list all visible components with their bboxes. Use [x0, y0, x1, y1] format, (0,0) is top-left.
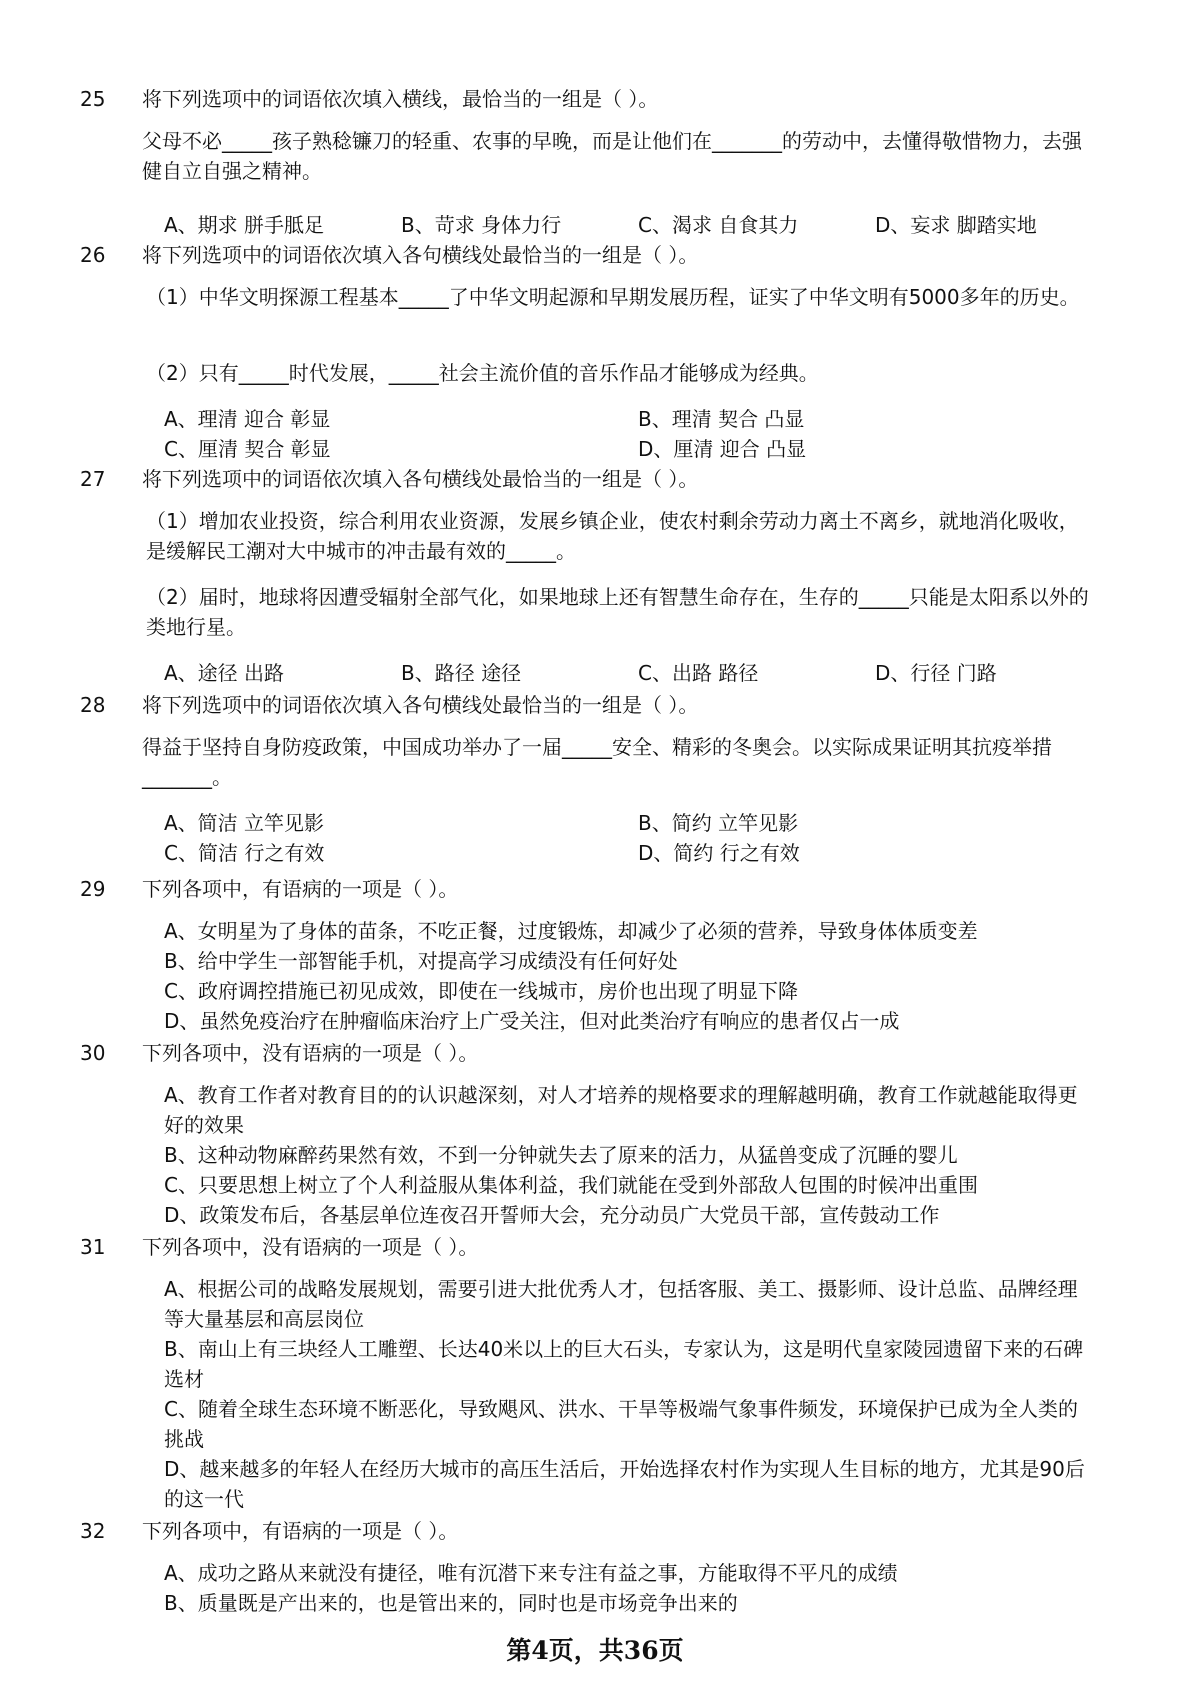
option-list: [164, 916, 1094, 1036]
option-a: A、途径 出路: [164, 661, 285, 685]
question-passage: （2）届时，地球将因遭受辐射全部气化，如果地球上还有智慧生命存在，生存的_____只能是太阳系以外的类地行星。: [146, 585, 1089, 639]
option-a: A、成功之路从来就没有捷径，唯有沉潜下来专注有益之事，方能取得不平凡的成绩: [164, 1561, 898, 1585]
option-b: B、苛求 身体力行: [401, 213, 562, 237]
option-list: [164, 1274, 1094, 1514]
option-b: B、南山上有三块经人工雕塑、长达40米以上的巨大石头，专家认为，这是明代皇家陵园遗留下来的石碑选材: [164, 1337, 1084, 1391]
question-stem: 将下列选项中的词语依次填入各句横线处最恰当的一组是（ ）。: [142, 243, 699, 267]
option-d: D、政策发布后，各基层单位连夜召开誓师大会，充分动员广大党员干部，宣传鼓动工作: [164, 1203, 940, 1227]
question-number: 30: [80, 1041, 106, 1065]
option-d: D、厘清 迎合 凸显: [638, 437, 807, 461]
option-a: A、女明星为了身体的苗条，不吃正餐，过度锻炼，却减少了必须的营养，导致身体体质变差: [164, 919, 978, 943]
option-b: B、简约 立竿见影: [638, 811, 799, 835]
option-c: C、政府调控措施已初见成效，即使在一线城市，房价也出现了明显下降: [164, 979, 798, 1003]
question-stem: 下列各项中，没有语病的一项是（ ）。: [142, 1235, 479, 1259]
option-c: C、出路 路径: [638, 661, 759, 685]
option-list: [164, 808, 1094, 868]
option-c: C、只要思想上树立了个人利益服从集体利益，我们就能在受到外部敌人包围的时候冲出重围: [164, 1173, 978, 1197]
option-c: C、厘清 契合 彰显: [164, 437, 331, 461]
page-number-footer: 第4页，共36页: [506, 1636, 684, 1665]
question-number: 29: [80, 877, 106, 901]
option-d: D、越来越多的年轻人在经历大城市的高压生活后，开始选择农村作为实现人生目标的地方，尤其是90后的这一代: [164, 1457, 1085, 1511]
question-passage: 得益于坚持自身防疫政策，中国成功举办了一届_____安全、精彩的冬奥会。以实际成果证明其抗疫举措_______。: [142, 735, 1052, 789]
option-a: A、教育工作者对教育目的的认识越深刻，对人才培养的规格要求的理解越明确，教育工作就越能取得更好的效果: [164, 1083, 1078, 1137]
option-c: C、简洁 行之有效: [164, 841, 325, 865]
option-b: B、质量既是产出来的，也是管出来的，同时也是市场竞争出来的: [164, 1591, 738, 1615]
option-c: C、渴求 自食其力: [638, 213, 799, 237]
question-passage: （1）中华文明探源工程基本_____了中华文明起源和早期发展历程，证实了中华文明有5000多年的历史。: [146, 285, 1080, 309]
option-a: A、理清 迎合 彰显: [164, 407, 331, 431]
option-d: D、妄求 脚踏实地: [875, 213, 1037, 237]
option-b: B、这种动物麻醉药果然有效，不到一分钟就失去了原来的活力，从猛兽变成了沉睡的婴儿: [164, 1143, 958, 1167]
option-list: [164, 1558, 1094, 1618]
question-stem: 将下列选项中的词语依次填入各句横线处最恰当的一组是（ ）。: [142, 467, 699, 491]
question-stem: 将下列选项中的词语依次填入横线，最恰当的一组是（ ）。: [142, 87, 659, 111]
option-a: A、期求 胼手胝足: [164, 213, 325, 237]
question-number: 27: [80, 467, 106, 491]
option-d: D、行径 门路: [875, 661, 997, 685]
option-b: B、给中学生一部智能手机，对提高学习成绩没有任何好处: [164, 949, 678, 973]
question-stem: 下列各项中，有语病的一项是（ ）。: [142, 877, 459, 901]
question-number: 26: [80, 243, 106, 267]
option-a: A、简洁 立竿见影: [164, 811, 325, 835]
option-d: D、简约 行之有效: [638, 841, 800, 865]
option-c: C、随着全球生态环境不断恶化，导致飓风、洪水、干旱等极端气象事件频发，环境保护已成为全人类的挑战: [164, 1397, 1078, 1451]
option-a: A、根据公司的战略发展规划，需要引进大批优秀人才，包括客服、美工、摄影师、设计总监、品牌经理等大量基层和高层岗位: [164, 1277, 1078, 1331]
option-list: [164, 210, 1094, 240]
option-b: B、理清 契合 凸显: [638, 407, 805, 431]
question-stem: 下列各项中，有语病的一项是（ ）。: [142, 1519, 459, 1543]
question-number: 31: [80, 1235, 106, 1259]
question-number: 25: [80, 87, 106, 111]
question-stem: 下列各项中，没有语病的一项是（ ）。: [142, 1041, 479, 1065]
question-stem: 将下列选项中的词语依次填入各句横线处最恰当的一组是（ ）。: [142, 693, 699, 717]
option-b: B、路径 途径: [401, 661, 522, 685]
question-number: 32: [80, 1519, 106, 1543]
option-d: D、虽然免疫治疗在肿瘤临床治疗上广受关注，但对此类治疗有响应的患者仅占一成: [164, 1009, 900, 1033]
question-passage: 父母不必_____孩子熟稔镰刀的轻重、农事的早晚，而是让他们在_______的劳动中，去懂得敬惜物力，去强健自立自强之精神。: [142, 129, 1082, 183]
option-list: [164, 404, 1094, 464]
question-passage: （1）增加农业投资，综合利用农业资源，发展乡镇企业，使农村剩余劳动力离土不离乡，就地消化吸收，是缓解民工潮对大中城市的冲击最有效的_____。: [146, 509, 1079, 563]
question-passage: （2）只有_____时代发展，_____社会主流价值的音乐作品才能够成为经典。: [146, 361, 819, 385]
option-list: [164, 1080, 1094, 1230]
question-number: 28: [80, 693, 106, 717]
option-list: [164, 658, 1094, 688]
